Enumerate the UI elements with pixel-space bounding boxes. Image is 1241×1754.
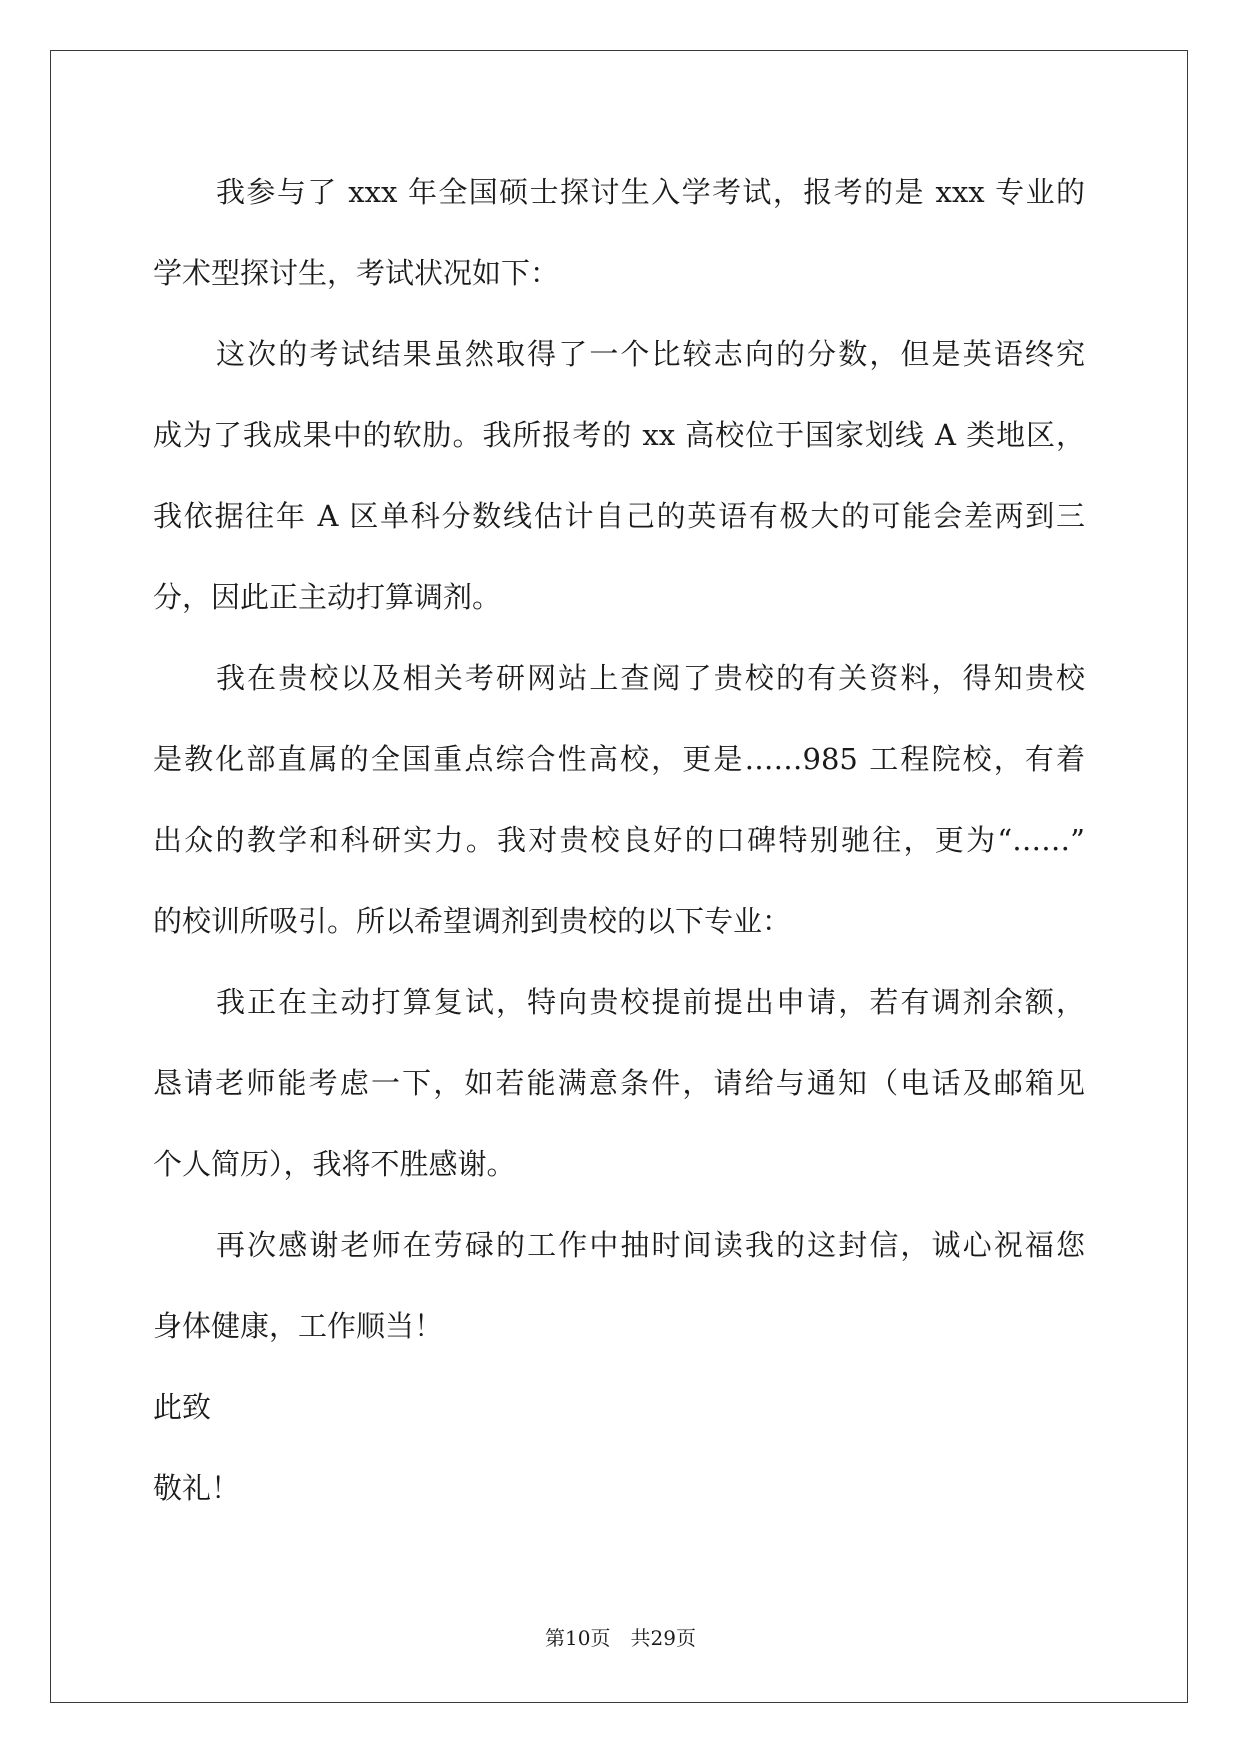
page-footer: 第10页 共29页: [545, 1626, 696, 1650]
text-line: 我依据往年 A 区单科分数线估计自己的英语有极大的可能会差两到三: [153, 499, 1085, 533]
text-line: 成为了我成果中的软肋。我所报考的 xx 高校位于国家划线 A 类地区，: [153, 418, 1085, 452]
text-line: 我参与了 xxx 年全国硕士探讨生入学考试，报考的是 xxx 专业的: [216, 175, 1085, 209]
text-line: 身体健康，工作顺当！: [153, 1309, 444, 1343]
text-line: 分，因此正主动打算调剂。: [153, 580, 502, 614]
text-line: 恳请老师能考虑一下，如若能满意条件，请给与通知（电话及邮箱见: [153, 1066, 1085, 1100]
text-line: 我正在主动打算复试，特向贵校提前提出申请，若有调剂余额，: [216, 985, 1085, 1019]
text-line: 学术型探讨生，考试状况如下：: [153, 256, 560, 290]
paragraph-exam-result: [153, 314, 1085, 638]
letter-salutation: 敬礼！: [153, 1471, 241, 1505]
text-line: 再次感谢老师在劳碌的工作中抽时间读我的这封信，诚心祝福您: [216, 1228, 1085, 1262]
paragraph-request: [153, 962, 1085, 1205]
paragraph-exam-info: [153, 152, 1085, 314]
text-line: 出众的教学和科研实力。我对贵校良好的口碑特别驰往，更为“……”: [153, 823, 1085, 857]
text-line: 是教化部直属的全国重点综合性高校，更是……985 工程院校，有着: [153, 742, 1085, 776]
text-line: 我在贵校以及相关考研网站上查阅了贵校的有关资料，得知贵校: [216, 661, 1085, 695]
text-line: 个人简历），我将不胜感谢。: [153, 1147, 516, 1181]
paragraph-school-info: [153, 638, 1085, 962]
paragraph-thanks: [153, 1205, 1085, 1367]
text-line: 的校训所吸引。所以希望调剂到贵校的以下专业：: [153, 904, 792, 938]
letter-body: [153, 152, 1085, 1529]
letter-closing: 此致: [153, 1390, 212, 1424]
text-line: 这次的考试结果虽然取得了一个比较志向的分数，但是英语终究: [216, 337, 1085, 371]
